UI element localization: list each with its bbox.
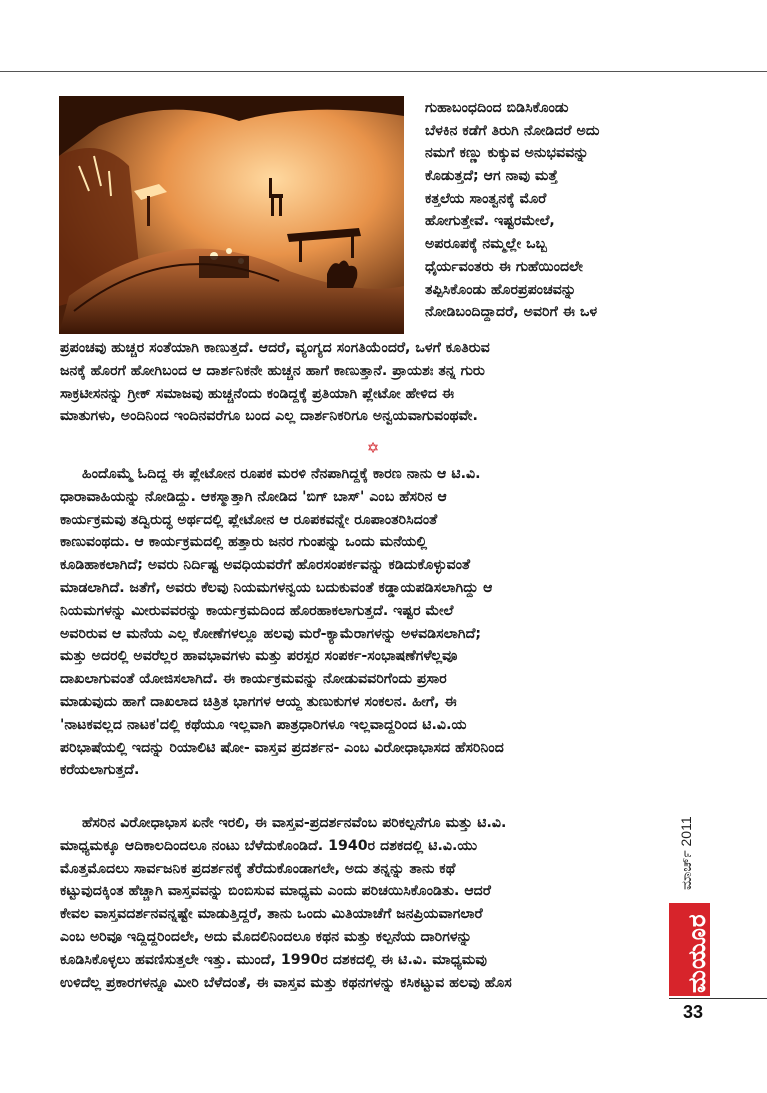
text-line: ಹೆಸರಿನ ವಿರೋಧಾಭಾಸ ಏನೇ ಇರಲಿ, ಈ ವಾಸ್ತವ-ಪ್ರದರ್ಶನವೆಂಬ ಪರಿಕಲ್ಪನೆಗೂ ಮತ್ತು ಟಿ.ವಿ.: [82, 815, 507, 831]
text-line: ಧಾರಾವಾಹಿಯನ್ನು ನೋಡಿದ್ದು. ಆಕಸ್ಮಾತ್ತಾಗಿ ನೋಡಿದ 'ಬಿಗ್ ಬಾಸ್' ಎಂಬ ಹೆಸರಿನ ಆ: [60, 488, 447, 505]
text-line: ಮತ್ತು ಅದರಲ್ಲಿ ಅವರೆಲ್ಲರ ಹಾವಭಾವಗಳು ಮತ್ತು ಪರಸ್ಪರ ಸಂಪರ್ಕ-ಸಂಭಾಷಣೆಗಳೆಲ್ಲವೂ: [60, 648, 458, 665]
paragraph-continuation: [60, 337, 660, 428]
text-line: ಹೋಗುತ್ತೇವೆ. ಇಷ್ಟರಮೇಲೆ,: [425, 213, 555, 230]
page-number: 33: [683, 1002, 704, 1022]
text-line: ಮಾಡಲಾಗಿದೆ. ಜತೆಗೆ, ಅವರು ಕೆಲವು ನಿಯಮಗಳನ್ವಯ ಬದುಕುವಂತೆ ಕಡ್ಡಾಯಪಡಿಸಲಾಗಿದ್ದು ಆ: [60, 579, 493, 596]
text-line: ನಮಗೆ ಕಣ್ಣು ಕುಕ್ಕುವ ಅನುಭವವನ್ನು: [425, 145, 589, 162]
text-line: ಕೂಡಿಸಿಕೊಳ್ಳಲು ಹವಣಿಸುತ್ತಲೇ ಇತ್ತು. ಮುಂದೆ, 1990ರ ದಶಕದಲ್ಲಿ ಈ ಟಿ.ವಿ. ಮಾಧ್ಯಮವು: [60, 951, 487, 968]
section-separator-icon: ✡: [366, 439, 380, 457]
footer-rule: [669, 998, 767, 999]
text-line: ಮಾಡುವುದು ಹಾಗೆ ದಾಖಲಾದ ಚಿತ್ರಿತ ಭಾಗಗಳ ಆಯ್ದ ತುಣುಕುಗಳ ಸಂಕಲನ. ಹೀಗೆ, ಈ: [60, 693, 457, 710]
magazine-logo-text: ಮಯೂರ: [683, 913, 711, 993]
text-line: ಕರೆಯಲಾಗುತ್ತದೆ.: [60, 762, 140, 779]
text-line: ಮಾತುಗಳು, ಅಂದಿನಿಂದ ಇಂದಿನವರೆಗೂ ಬಂದ ಎಲ್ಲ ದಾರ್ಶನಿಕರಿಗೂ ಅನ್ವಯವಾಗುವಂಥವೇ.: [60, 408, 478, 425]
text-line: ಕೊಡುತ್ತದೆ; ಆಗ ನಾವು ಮತ್ತೆ: [425, 168, 558, 185]
text-line: ಕೇವಲ ವಾಸ್ತವದರ್ಶನವನ್ನಷ್ಟೇ ಮಾಡುತ್ತಿದ್ದರೆ, ತಾನು ಒಂದು ಮಿತಿಯಾಚೆಗೆ ಜನಪ್ರಿಯವಾಗಲಾರೆ: [60, 906, 483, 923]
text-line: ಅಪರೂಪಕ್ಕೆ ನಮ್ಮಲ್ಲೇ ಒಬ್ಬ: [425, 236, 547, 253]
top-rule: [0, 71, 767, 72]
text-line: ತಪ್ಪಿಸಿಕೊಂಡು ಹೊರಪ್ರಪಂಚವನ್ನು: [425, 281, 577, 298]
text-line: ದಾಖಲಾಗುವಂತೆ ಯೋಜಿಸಲಾಗಿದೆ. ಈ ಕಾರ್ಯಕ್ರಮವನ್ನು ನೋಡುವವರಿಗೆಂದು ಪ್ರಸಾರ: [60, 671, 447, 688]
text-line: ಗುಹಾಬಂಧದಿಂದ ಬಿಡಿಸಿಕೊಂಡು: [425, 100, 569, 116]
paragraph-tv-history: [60, 812, 655, 994]
text-line: ನಿಯಮಗಳನ್ನು ಮೀರುವವರನ್ನು ಕಾರ್ಯಕ್ರಮದಿಂದ ಹೊರಹಾಕಲಾಗುತ್ತದೆ. ಇಷ್ಟರ ಮೇಲೆ: [60, 602, 454, 619]
text-line: ಹಿಂದೊಮ್ಮೆ ಓದಿದ್ದ ಈ ಪ್ಲೇಟೋನ ರೂಪಕ ಮರಳಿ ನೆನಪಾಗಿದ್ದಕ್ಕೆ ಕಾರಣ ನಾನು ಆ ಟಿ.ವಿ.: [82, 466, 481, 482]
text-line: 'ನಾಟಕವಲ್ಲದ ನಾಟಕ'ದಲ್ಲಿ ಕಥೆಯೂ ಇಲ್ಲವಾಗಿ ಪಾತ್ರಧಾರಿಗಳೂ ಇಲ್ಲವಾದ್ದರಿಂದ ಟಿ.ವಿ.ಯ: [60, 716, 467, 733]
text-line: ಎಂಬ ಅರಿವೂ ಇದ್ದಿದ್ದರಿಂದಲೇ, ಅದು ಮೊದಲಿನಿಂದಲೂ ಕಥನ ಮತ್ತು ಕಲ್ಪನೆಯ ದಾರಿಗಳನ್ನು: [60, 928, 472, 945]
text-line: ಸಾಕ್ರಟೀಸನನ್ನು ಗ್ರೀಕ್ ಸಮಾಜವು ಹುಚ್ಚನೆಂದು ಕಂಡಿದ್ದಕ್ಕೆ ಪ್ರತಿಯಾಗಿ ಪ್ಲೇಟೋ ಹೇಳಿದ ಈ: [60, 385, 455, 402]
side-column-text: [425, 97, 675, 324]
text-line: ಉಳಿದೆಲ್ಲ ಪ್ರಕಾರಗಳನ್ನೂ ಮೀರಿ ಬೆಳೆದಂತೆ, ಈ ವಾಸ್ತವ ಮತ್ತು ಕಥನಗಳನ್ನು ಕಸಿಕಟ್ಟುವ ಹಲವು ಹೊಸ: [60, 974, 512, 991]
text-line: ಕಾಣುವಂಥದು. ಆ ಕಾರ್ಯಕ್ರಮದಲ್ಲಿ ಹತ್ತಾರು ಜನರ ಗುಂಪನ್ನು ಒಂದು ಮನೆಯಲ್ಲಿ: [60, 534, 428, 551]
text-line: ಕಟ್ಟುವುದಕ್ಕಿಂತ ಹೆಚ್ಚಾಗಿ ವಾಸ್ತವವನ್ನು ಬಿಂಬಿಸುವ ಮಾಧ್ಯಮ ಎಂದು ಪರಿಚಯಿಸಿಕೊಂಡಿತು. ಆದರೆ: [60, 883, 491, 900]
text-line: ಕಾರ್ಯಕ್ರಮವು ತದ್ವಿರುದ್ಧ ಅರ್ಥದಲ್ಲಿ ಪ್ಲೇಟೋನ ಆ ರೂಪಕವನ್ನೇ ರೂಪಾಂತರಿಸಿದಂತೆ: [60, 511, 438, 528]
text-line: ಪ್ರಪಂಚವು ಹುಚ್ಚರ ಸಂತೆಯಾಗಿ ಕಾಣುತ್ತದೆ. ಆದರೆ, ವ್ಯಂಗ್ಯದ ಸಂಗತಿಯೆಂದರೆ, ಒಳಗೆ ಕೂತಿರುವ: [60, 340, 490, 356]
cave-shadow-illustration: [59, 96, 404, 334]
text-line: ಕತ್ತಲೆಯ ಸಾಂತ್ವನಕ್ಕೆ ಮೊರೆ: [425, 190, 547, 207]
text-line: ಅವರಿರುವ ಆ ಮನೆಯ ಎಲ್ಲ ಕೋಣೆಗಳಲ್ಲೂ ಹಲವು ಮರೆ-ಕ್ಯಾಮೆರಾಗಳನ್ನು ಅಳವಡಿಸಲಾಗಿದೆ;: [60, 625, 482, 642]
text-line: ಧೈರ್ಯವಂತರು ಈ ಗುಹೆಯಿಂದಲೇ: [425, 258, 583, 275]
text-line: ಜನಕ್ಕೆ ಹೊರಗೆ ಹೋಗಿಬಂದ ಆ ದಾರ್ಶನಿಕನೇ ಹುಚ್ಚನ ಹಾಗೆ ಕಾಣುತ್ತಾನೆ. ಪ್ರಾಯಶಃ ತನ್ನ ಗುರು: [60, 362, 485, 379]
text-line: ಬೆಳಕಿನ ಕಡೆಗೆ ತಿರುಗಿ ನೋಡಿದರೆ ಅದು: [425, 122, 600, 139]
paragraph-big-boss: [60, 463, 660, 782]
text-line: ಪರಿಭಾಷೆಯಲ್ಲಿ ಇದನ್ನು ರಿಯಾಲಿಟಿ ಷೋ- ವಾಸ್ತವ ಪ್ರದರ್ಶನ- ಎಂಬ ವಿರೋಧಾಭಾಸದ ಹೆಸರಿನಿಂದ: [60, 739, 504, 756]
issue-date: ಮಾರ್ಚ್ 2011: [678, 816, 694, 890]
text-line: ನೋಡಿಬಂದಿದ್ದಾದರೆ, ಅವರಿಗೆ ಈ ಒಳ: [425, 304, 598, 321]
text-line: ಮಾಧ್ಯಮಕ್ಕೂ ಆದಿಕಾಲದಿಂದಲೂ ನಂಟು ಬೆಳೆದುಕೊಂಡಿದೆ. 1940ರ ದಶಕದಲ್ಲಿ ಟಿ.ವಿ.ಯು: [60, 837, 478, 854]
text-line: ಮೊತ್ತಮೊದಲು ಸಾರ್ವಜನಿಕ ಪ್ರದರ್ಶನಕ್ಕೆ ತೆರೆದುಕೊಂಡಾಗಲೇ, ಅದು ತನ್ನನ್ನು ತಾನು ಕಥೆ: [60, 860, 456, 877]
text-line: ಕೂಡಿಹಾಕಲಾಗಿದೆ; ಅವರು ನಿರ್ದಿಷ್ಟ ಅವಧಿಯವರೆಗೆ ಹೊರಸಂಪರ್ಕವನ್ನು ಕಡಿದುಕೊಳ್ಳುವಂತೆ: [60, 557, 471, 574]
